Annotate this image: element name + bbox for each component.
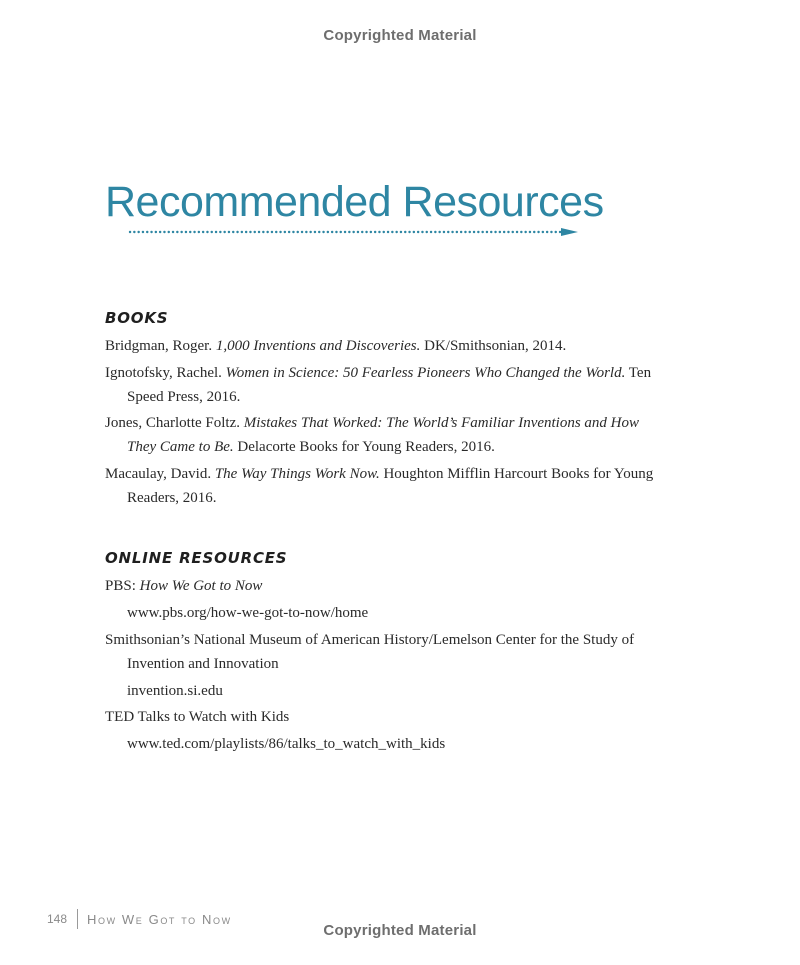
arrow-head-icon [561,228,578,236]
pbs-url-link[interactable]: www.pbs.org/how-we-got-to-now/home [127,605,369,621]
ted-url-link[interactable]: www.ted.com/playlists/86/talks_to_watch_with_kids [127,736,446,752]
copyright-watermark-top: Copyrighted Material [323,27,477,44]
book-entry-macaulay: Macaulay, David. The Way Things Work Now. Houghton Mifflin Harcourt Books for Young Readers, 2016. [105,466,654,506]
book-entry-ignotofsky: Ignotofsky, Rachel. Women in Science: 50 Fearless Pioneers Who Changed the World. Ten Speed Press, 2016. [105,365,652,405]
book-entry-jones: Jones, Charlotte Foltz. Mistakes That Worked: The World’s Familiar Inventions and How They Came to Be. Delacorte Books for Young Readers, 2016. [105,415,640,455]
books-heading: BOOKS [105,309,169,327]
online-resources-heading: ONLINE RESOURCES [105,549,288,567]
running-title: How We Got to Now [87,911,232,927]
online-entry-ted: TED Talks to Watch with Kids www.ted.com/playlists/86/talks_to_watch_with_kids [105,705,445,756]
page-title: Recommended Resources [105,178,604,226]
online-entry-pbs: PBS: How We Got to Now www.pbs.org/how-we-got-to-now/home [105,574,368,625]
smithsonian-url-link[interactable]: invention.si.edu [127,683,223,699]
book-entry-bridgman: Bridgman, Roger. 1,000 Inventions and Discoveries. DK/Smithsonian, 2014. [105,338,567,354]
online-entry-smithsonian: Smithsonian’s National Museum of American History/Lemelson Center for the Study of Invention and Innovation invention.si.edu [105,628,634,703]
page-number: 148 [47,912,68,926]
copyright-watermark-bottom: Copyrighted Material [323,922,477,939]
dotted-arrow-rule [128,225,580,239]
